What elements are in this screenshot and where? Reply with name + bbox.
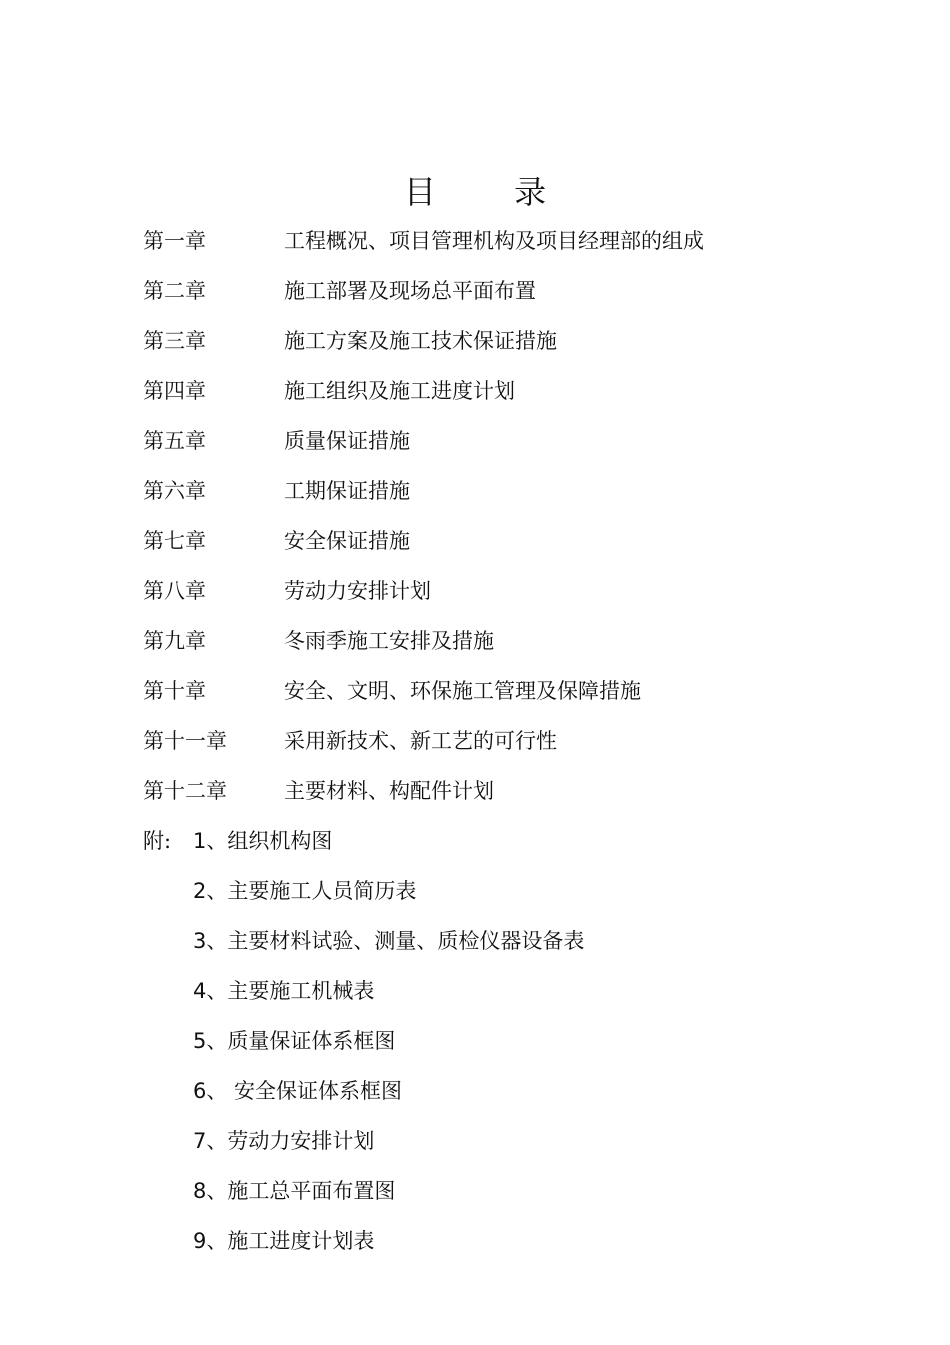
appendix-row (143, 1220, 863, 1270)
appendix-separator: 、 (206, 829, 228, 853)
appendix-title: 主要材料试验、测量、质检仪器设备表 (227, 929, 585, 953)
chapter-title: 工程概况、项目管理机构及项目经理部的组成 (284, 229, 704, 253)
chapter-row (143, 670, 863, 720)
appendix-separator: 、 (206, 879, 228, 903)
appendix-title: 施工总平面布置图 (227, 1179, 396, 1203)
appendix-separator: 、 (206, 1029, 228, 1053)
appendix-number: 9 (193, 1229, 207, 1253)
chapter-row (143, 570, 863, 620)
chapter-number: 第十章 (143, 679, 206, 703)
appendix-number: 4 (193, 979, 207, 1003)
chapter-title: 安全保证措施 (284, 529, 410, 553)
appendix-title: 主要施工人员简历表 (227, 879, 417, 903)
appendix-title: 劳动力安排计划 (227, 1129, 375, 1153)
chapter-row (143, 620, 863, 670)
appendix-number: 6 (193, 1079, 207, 1103)
chapter-row (143, 770, 863, 820)
appendix-row (143, 1120, 863, 1170)
chapter-number: 第四章 (143, 379, 206, 403)
chapter-number: 第十二章 (143, 779, 227, 803)
appendix-row (143, 920, 863, 970)
chapter-row (143, 370, 863, 420)
chapter-title: 工期保证措施 (284, 479, 410, 503)
chapter-row (143, 720, 863, 770)
appendix-separator: 、 (206, 979, 228, 1003)
appendix-separator: 、 (206, 1129, 228, 1153)
appendix-row (143, 1070, 863, 1120)
chapter-number: 第六章 (143, 479, 206, 503)
chapter-number: 第五章 (143, 429, 206, 453)
chapter-title: 质量保证措施 (284, 429, 410, 453)
chapter-title: 冬雨季施工安排及措施 (284, 629, 494, 653)
appendix-number: 1 (193, 829, 207, 853)
chapter-row (143, 470, 863, 520)
chapter-row (143, 420, 863, 470)
appendix-row (143, 820, 863, 870)
toc-title: 目 录 (403, 173, 581, 211)
chapter-title: 劳动力安排计划 (284, 579, 431, 603)
appendix-list (143, 820, 863, 1270)
chapter-title: 施工方案及施工技术保证措施 (284, 329, 557, 353)
appendix-title: 主要施工机械表 (227, 979, 375, 1003)
chapter-title: 安全、文明、环保施工管理及保障措施 (284, 679, 641, 703)
chapter-row (143, 520, 863, 570)
appendix-row (143, 1170, 863, 1220)
appendix-separator: 、 (206, 1179, 228, 1203)
appendix-title: 组织机构图 (227, 829, 333, 853)
appendix-separator: 、 (206, 1079, 228, 1103)
appendix-row (143, 870, 863, 920)
chapter-title: 施工部署及现场总平面布置 (284, 279, 536, 303)
chapter-title: 主要材料、构配件计划 (284, 779, 494, 803)
chapter-row (143, 320, 863, 370)
chapter-number: 第九章 (143, 629, 206, 653)
chapter-number: 第一章 (143, 229, 206, 253)
chapter-number: 第十一章 (143, 729, 227, 753)
appendix-number: 5 (193, 1029, 207, 1053)
appendix-title: 质量保证体系框图 (227, 1029, 396, 1053)
chapter-list (143, 220, 863, 820)
appendix-number: 7 (193, 1129, 207, 1153)
chapter-row (143, 270, 863, 320)
chapter-title: 采用新技术、新工艺的可行性 (284, 729, 557, 753)
appendix-number: 2 (193, 879, 207, 903)
chapter-number: 第七章 (143, 529, 206, 553)
chapter-number: 第三章 (143, 329, 206, 353)
appendix-separator: 、 (206, 929, 228, 953)
appendix-separator: 、 (206, 1229, 228, 1253)
chapter-row (143, 220, 863, 270)
appendix-row (143, 970, 863, 1020)
chapter-number: 第八章 (143, 579, 206, 603)
appendix-number: 8 (193, 1179, 207, 1203)
chapter-number: 第二章 (143, 279, 206, 303)
appendix-title: 施工进度计划表 (227, 1229, 375, 1253)
chapter-title: 施工组织及施工进度计划 (284, 379, 515, 403)
appendix-row (143, 1020, 863, 1070)
appendix-number: 3 (193, 929, 207, 953)
appendix-title: 安全保证体系框图 (227, 1079, 403, 1103)
appendix-label: 附: (143, 829, 172, 853)
